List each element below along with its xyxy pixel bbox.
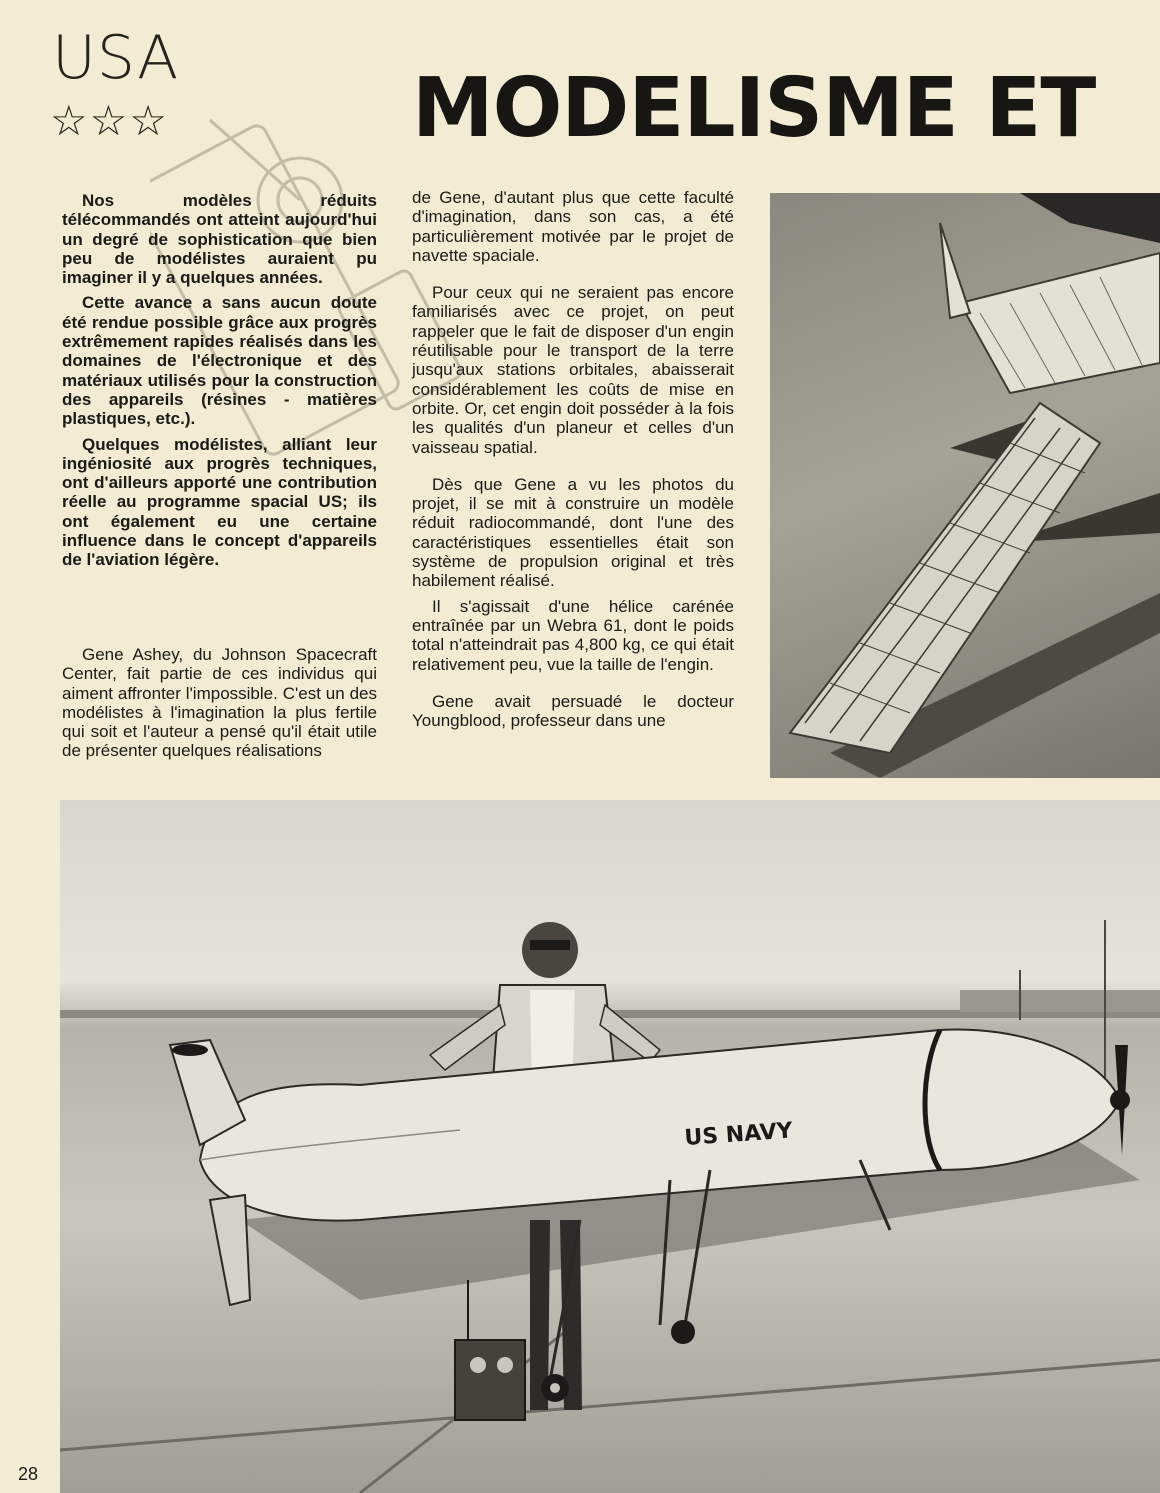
body-column-middle — [412, 188, 734, 736]
body-paragraph: Gene avait persuadé le docteur Youngblood, professeur dans une — [412, 691, 734, 731]
body-paragraph: Dès que Gene a vu les photos du projet, il se mit à construire un modèle réduit radiocommandé, dont l'une des caractéristiques essentielles était son système de propulsion original et très habilement réalisé. — [412, 474, 734, 591]
body-paragraph: de Gene, d'autant plus que cette faculté d'imagination, dans son cas, a été particulièrement motivée par le projet de navette spaciale. — [412, 188, 734, 265]
section-label: USA — [52, 23, 180, 93]
body-paragraph: Gene Ashey, du Johnson Spacecraft Center, fait partie de ces individus qui aiment affronter l'impossible. C'est un des modélistes à l'imagination la plus fertile qui soit et l'auteur a pensé qu'il était utile de présenter quelques réalisations — [62, 645, 377, 761]
rating-stars: ☆☆☆ — [50, 96, 169, 145]
intro-column — [62, 191, 377, 576]
photo-shuttle-frame — [770, 193, 1160, 778]
fuselage-lettering: US NAVY — [683, 1118, 794, 1151]
body-paragraph: Il s'agissait d'une hélice carénée entraînée par un Webra 61, dont le poids total n'atteindrait pas 4,800 kg, ce qui était relativement peu, vue la taille de l'engin. — [412, 596, 734, 674]
body-column-left — [62, 645, 377, 767]
article-headline: MODELISME ET — [412, 68, 1096, 150]
page-number: 28 — [18, 1464, 39, 1484]
intro-paragraph: Cette avance a sans aucun doute été rendue possible grâce aux progrès extrêmement rapides réalisés dans les domaines de l'électronique et des matériaux utilisés pour la construction des appareils (résines - matières plastiques, etc.). — [62, 293, 377, 429]
photo-us-navy-model — [60, 800, 1160, 1493]
body-paragraph: Pour ceux qui ne seraient pas encore familiarisés avec ce projet, on peut rappeler que le fait de disposer d'un engin réutilisable pour le transport de la terre jusqu'aux stations orbitales, abaisserait considérablement les coûts de mise en orbite. Or, cet engin doit posséder à la fois les qualités d'un planeur et celles d'un vaisseau spatial. — [412, 283, 734, 457]
intro-paragraph: Quelques modélistes, alliant leur ingéniosité aux progrès techniques, ont d'ailleurs apporté une contribution réelle au programme spacial US; ils ont également eu une certaine influence dans le concept d'appareils de l'aviation légère. — [62, 434, 377, 570]
intro-paragraph: Nos modèles réduits télécommandés ont atteint aujourd'hui un degré de sophistication que bien peu de modélistes auraient pu imaginer il y a quelques années. — [62, 191, 377, 288]
